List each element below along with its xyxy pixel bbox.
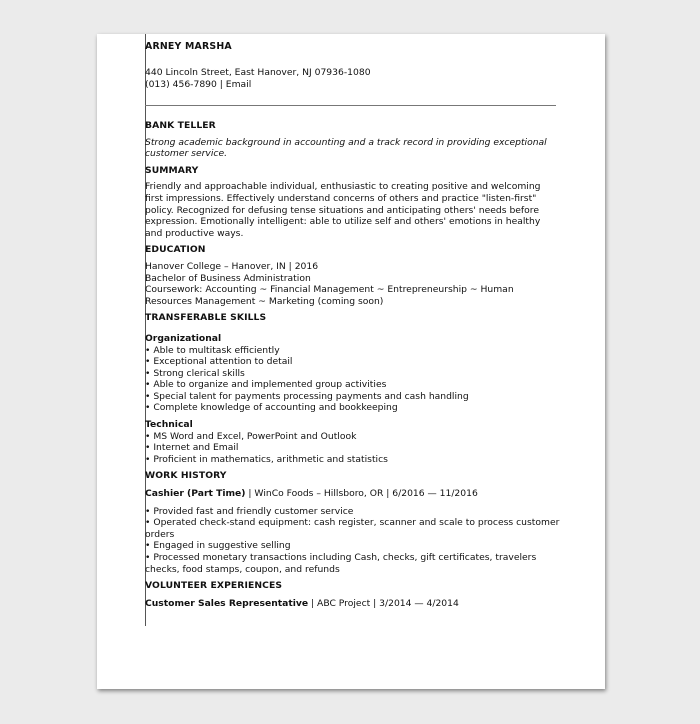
- volunteer-details: | ABC Project | 3/2014 — 4/2014: [308, 597, 459, 609]
- work-job-details: | WinCo Foods – Hillsboro, OR | 6/2016 — 11/2016: [245, 488, 478, 500]
- volunteer-role: Customer Sales Representative: [145, 597, 309, 609]
- organizational-skills-list: [145, 345, 560, 415]
- technical-heading: Technical: [145, 419, 193, 431]
- list-item: • Able to multitask efficiently: [145, 344, 280, 356]
- contact-block: [145, 67, 371, 90]
- education-heading: EDUCATION: [145, 244, 206, 256]
- technical-skills-list: [145, 431, 560, 466]
- summary-heading: SUMMARY: [145, 164, 199, 176]
- list-item: • Engaged in suggestive selling: [145, 540, 291, 552]
- work-history-heading: WORK HISTORY: [145, 470, 227, 482]
- list-item: • Able to organize and implemented group activities: [145, 379, 387, 391]
- list-item: • Proficient in mathematics, arithmetic and statistics: [145, 453, 388, 465]
- list-item: • Complete knowledge of accounting and bookkeeping: [145, 402, 398, 414]
- list-item: • Processed monetary transactions including Cash, checks, gift certificates, travelers checks, food stamps, coupon, and refunds: [145, 552, 537, 575]
- resume-body: [145, 120, 560, 609]
- list-item: • MS Word and Excel, PowerPoint and Outlook: [145, 430, 357, 442]
- education-school: Hanover College – Hanover, IN | 2016: [145, 260, 319, 272]
- education-degree: Bachelor of Business Administration: [145, 272, 311, 284]
- work-job-title: Cashier (Part Time): [145, 488, 246, 500]
- work-job-line: [145, 488, 560, 500]
- list-item: • Internet and Email: [145, 442, 239, 454]
- list-item: • Strong clerical skills: [145, 367, 245, 379]
- list-item: • Provided fast and friendly customer service: [145, 505, 354, 517]
- skills-heading: TRANSFERABLE SKILLS: [145, 312, 267, 324]
- summary-text: Friendly and approachable individual, enthusiastic to creating positive and welcoming first impressions. Effectively understand concerns of others and practice "listen-first" policy. Recognized for defusing tense situations and anticipating others' needs before expression. Emotionally intelligent: able to utilize self and others' emotions in healthy and productive ways.: [145, 181, 541, 239]
- address: 440 Lincoln Street, East Hanover, NJ 07936-1080: [145, 67, 371, 78]
- list-item: • Operated check-stand equipment: cash register, scanner and scale to process customer orders: [145, 517, 560, 540]
- organizational-heading: Organizational: [145, 332, 222, 344]
- volunteer-heading: VOLUNTEER EXPERIENCES: [145, 580, 283, 592]
- education-coursework: Coursework: Accounting ~ Financial Management ~ Entrepreneurship ~ Human Resources Management ~ Marketing (coming soon): [145, 284, 514, 307]
- list-item: • Special talent for payments processing payments and cash handling: [145, 390, 469, 402]
- job-title-heading: BANK TELLER: [145, 120, 216, 131]
- list-item: • Exceptional attention to detail: [145, 356, 293, 368]
- header-divider: [145, 105, 556, 106]
- resume-page: [97, 34, 605, 689]
- phone-email: (013) 456-7890 | Email: [145, 78, 252, 90]
- work-bullets-list: [145, 506, 560, 576]
- objective-text: Strong academic background in accounting and a track record in providing exceptional customer service.: [145, 136, 547, 160]
- candidate-name: ARNEY MARSHA: [145, 41, 232, 52]
- volunteer-line: [145, 598, 560, 610]
